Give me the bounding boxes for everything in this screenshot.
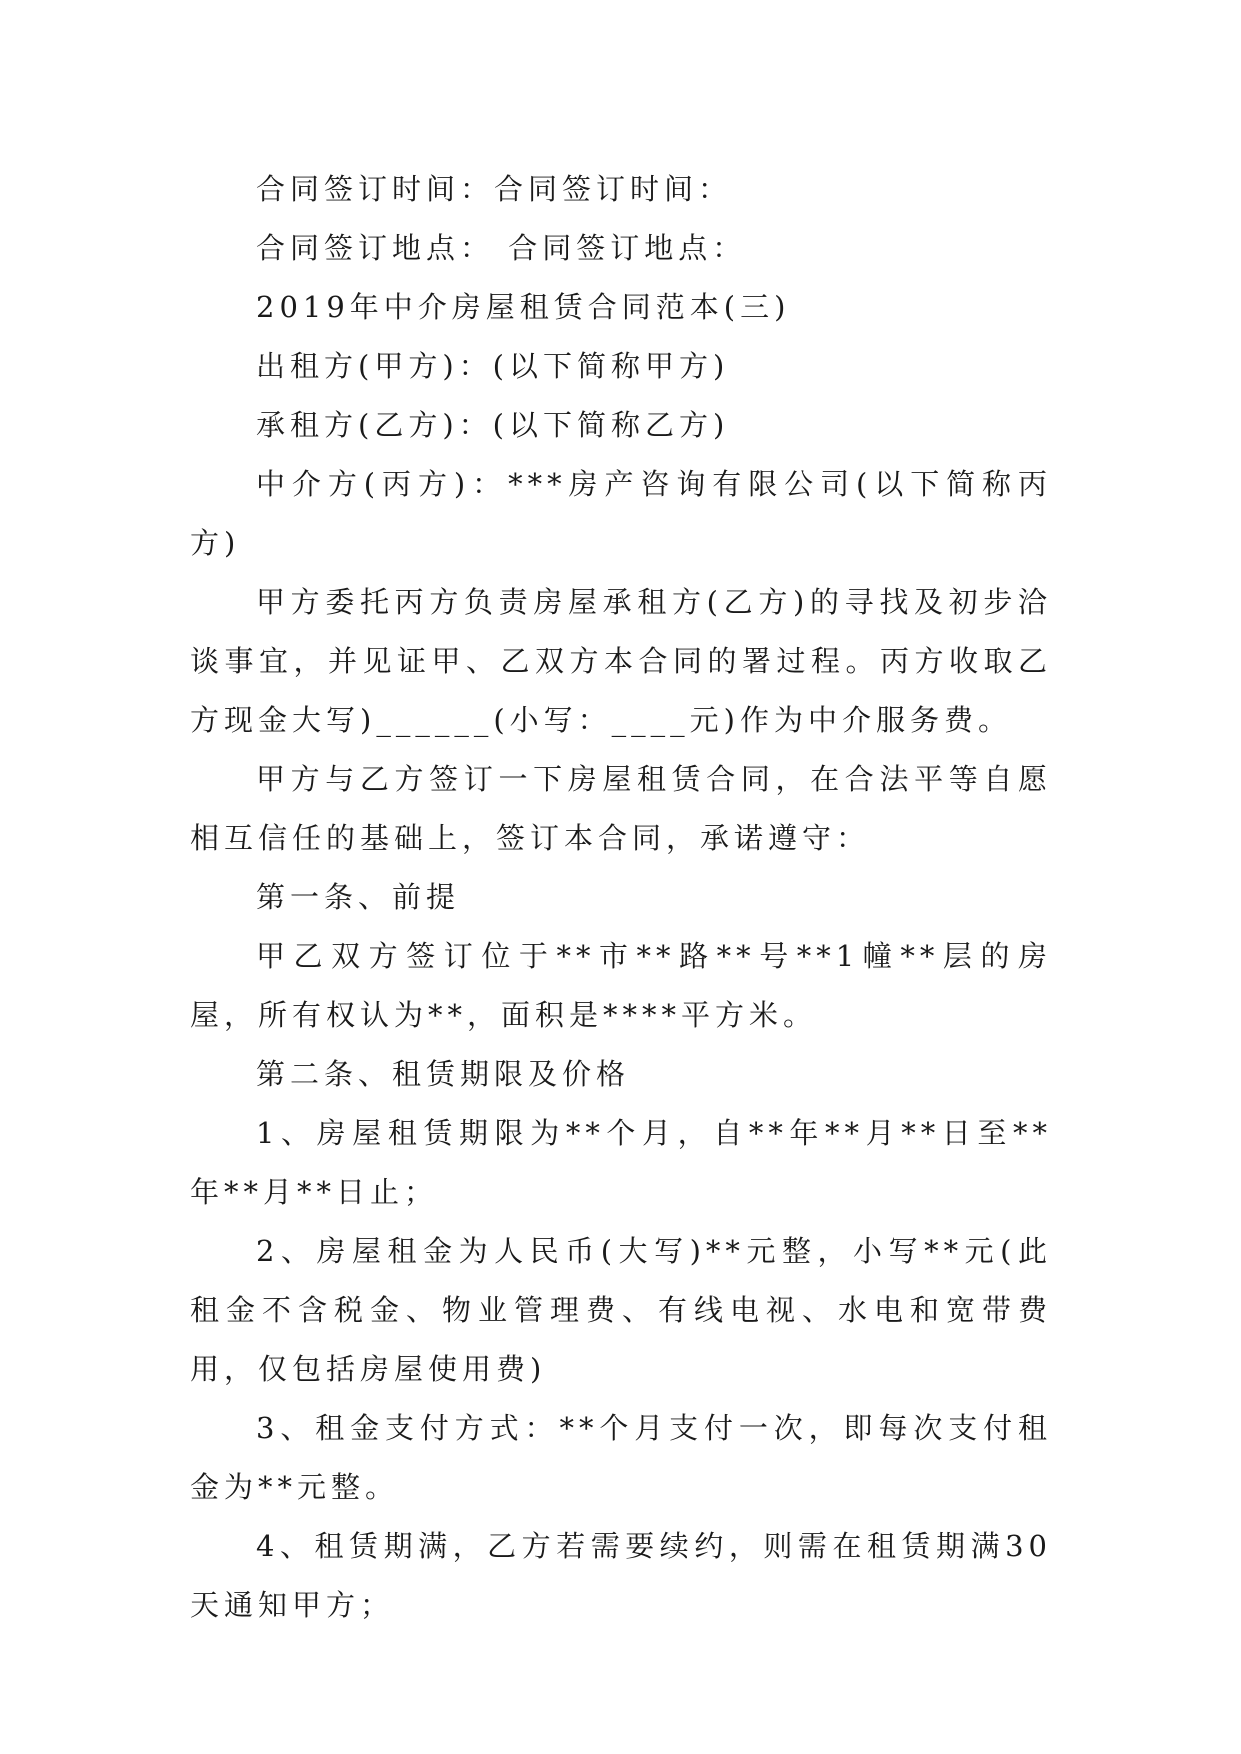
lessee-line: 承租方(乙方)：(以下简称乙方) — [256, 408, 730, 442]
lease-term-clause: 1、房屋租赁期限为**个月，自**年**月**日至**年**月**日止； — [190, 1116, 1052, 1209]
agency-commission-paragraph: 甲方委托丙方负责房屋承租方(乙方)的寻找及初步洽谈事宜，并见证甲、乙双方本合同的署过程。丙方收取乙方现金大写)______(小写：____元)作为中介服务费。 — [190, 585, 1052, 737]
contract-title: 2019年中介房屋租赁合同范本(三) — [256, 290, 791, 324]
lessor-line: 出租方(甲方)：(以下简称甲方) — [256, 349, 730, 383]
renewal-clause: 4、租赁期满，乙方若需要续约，则需在租赁期满30天通知甲方； — [190, 1529, 1052, 1622]
rent-amount-clause: 2、房屋租金为人民币(大写)**元整，小写**元(此租金不含税金、物业管理费、有线电视、水电和宽带费用，仅包括房屋使用费) — [190, 1234, 1052, 1386]
agent-line: 中介方(丙方)：***房产咨询有限公司(以下简称丙方) — [190, 467, 1052, 560]
document-body — [190, 160, 1052, 1635]
article-2-heading: 第二条、租赁期限及价格 — [256, 1057, 631, 1091]
property-description-paragraph: 甲乙双方签订位于**市**路**号**1幢**层的房屋，所有权认为**，面积是****平方米。 — [190, 939, 1052, 1032]
signing-place-line: 合同签订地点： 合同签订地点： — [256, 231, 747, 265]
payment-method-clause: 3、租金支付方式：**个月支付一次，即每次支付租金为**元整。 — [190, 1411, 1052, 1504]
article-1-heading: 第一条、前提 — [256, 880, 461, 914]
signing-time-line: 合同签订时间：合同签订时间： — [256, 172, 733, 206]
agreement-intro-paragraph: 甲方与乙方签订一下房屋租赁合同，在合法平等自愿相互信任的基础上，签订本合同，承诺遵守： — [190, 762, 1052, 855]
